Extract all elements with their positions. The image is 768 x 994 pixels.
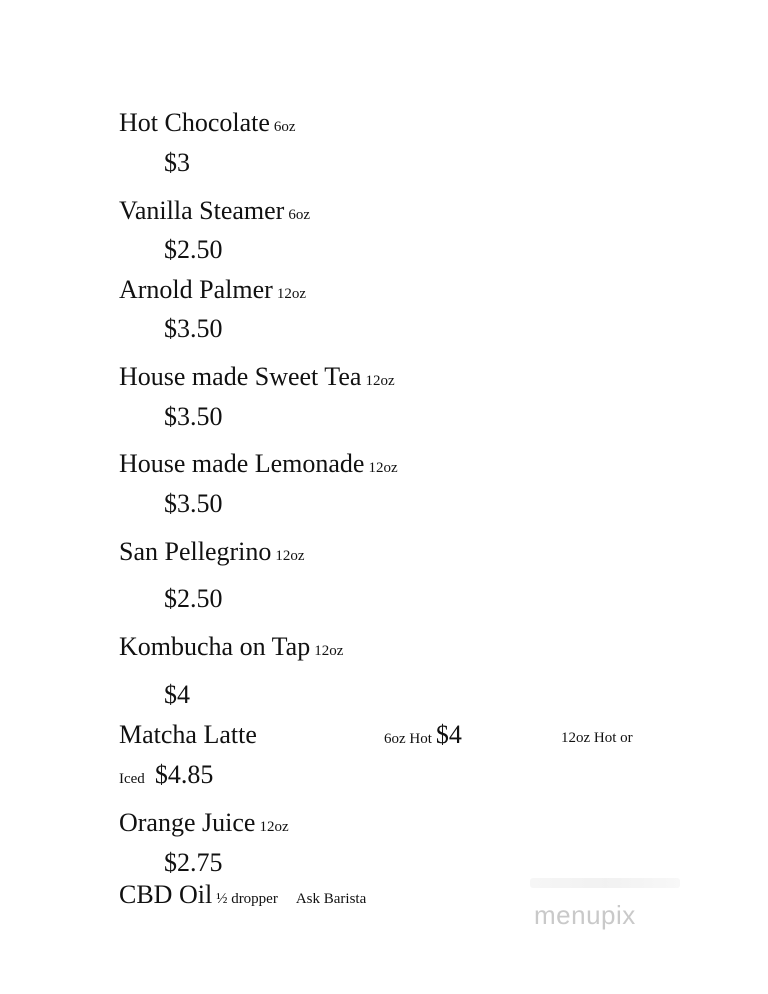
item-size: 12oz	[368, 460, 398, 476]
matcha-small-option	[384, 722, 462, 748]
menu-item-hot-chocolate	[119, 110, 296, 136]
menu-item-kombucha	[119, 634, 343, 660]
item-name: Hot Chocolate	[119, 108, 270, 137]
item-price: $4	[164, 680, 190, 709]
menu-item-matcha-latte: Matcha Latte	[119, 720, 257, 749]
matcha-large-option	[119, 762, 213, 788]
item-price: $4.85	[154, 760, 214, 789]
item-price: $3.50	[164, 402, 223, 431]
matcha-large-size: 12oz Hot or	[561, 730, 633, 746]
item-price: $3.50	[164, 489, 223, 518]
menu-item-sweet-tea	[119, 364, 395, 390]
item-name: Kombucha on Tap	[119, 632, 311, 661]
watermark-logo: menupix	[534, 900, 636, 930]
item-size: Iced	[119, 771, 145, 787]
item-size: 12oz	[314, 643, 344, 659]
item-price: $3	[164, 148, 190, 177]
menu-item-orange-juice	[119, 810, 289, 836]
item-size: 6oz	[273, 119, 296, 135]
item-name: CBD Oil	[119, 880, 213, 909]
item-size: 12oz	[365, 373, 395, 389]
item-size: 12oz	[276, 286, 306, 302]
item-name: Arnold Palmer	[119, 275, 273, 304]
item-price: $2.50	[164, 235, 223, 264]
item-price: $3.50	[164, 314, 223, 343]
watermark-strip	[530, 878, 680, 888]
item-name: Vanilla Steamer	[119, 196, 285, 225]
item-size: 12oz	[259, 819, 289, 835]
item-price: $2.50	[164, 584, 223, 613]
item-price: Ask Barista	[295, 891, 367, 907]
item-price: $2.75	[164, 848, 223, 877]
item-size: 6oz Hot	[384, 731, 432, 747]
item-name: San Pellegrino	[119, 537, 272, 566]
menu-item-san-pellegrino	[119, 539, 305, 565]
item-size: ½ dropper	[216, 891, 278, 907]
item-name: House made Sweet Tea	[119, 362, 362, 391]
menu-item-vanilla-steamer	[119, 198, 310, 224]
menu-item-cbd-oil	[119, 882, 366, 908]
menu-item-lemonade	[119, 451, 398, 477]
item-size: 12oz	[275, 548, 305, 564]
item-name: House made Lemonade	[119, 449, 365, 478]
item-price: $4	[435, 720, 462, 749]
item-size: 6oz	[288, 207, 311, 223]
menu-item-arnold-palmer	[119, 277, 306, 303]
item-name: Orange Juice	[119, 808, 256, 837]
